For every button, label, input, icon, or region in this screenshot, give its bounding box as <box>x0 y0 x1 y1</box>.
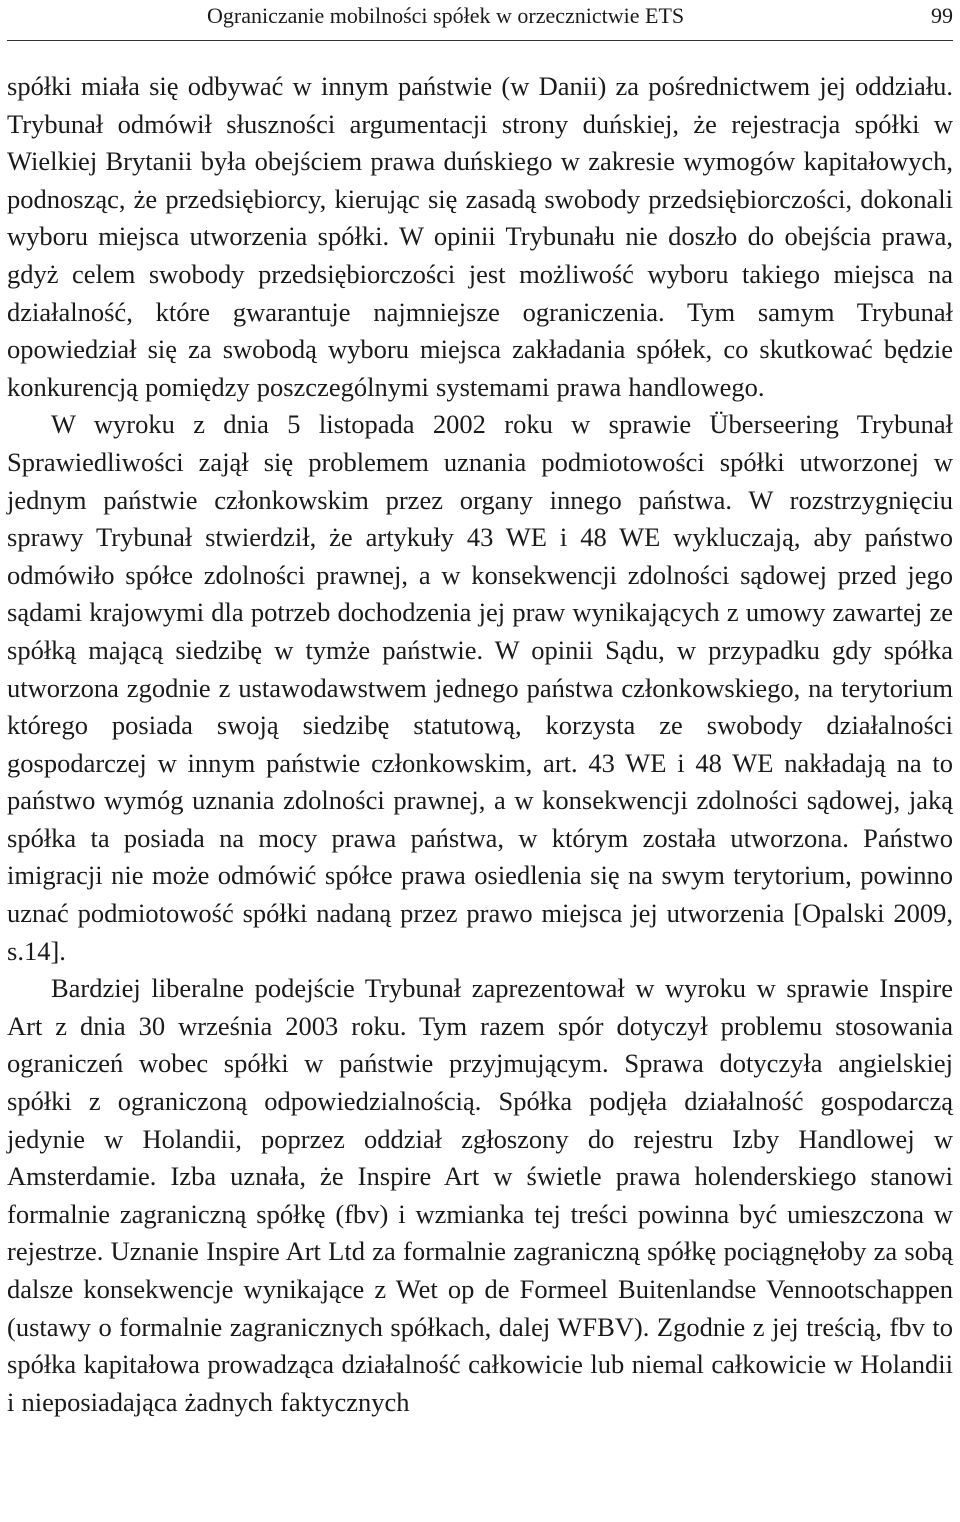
paragraph-3: Bardziej liberalne podejście Trybunał zaprezentował w wyroku w sprawie Inspire Art z dnia 30 września 2003 roku. Tym razem spór dotyczył problemu stosowania ograniczeń wobec spółki w państwie przyjmującym. Sprawa dotyczyła angielskiej spółki z ograniczoną odpowiedzialnością. Spółka podjęła działalność gospodarczą jedynie w Holandii, poprzez oddział zgłoszony do rejestru Izby Handlowej w Amsterdamie. Izba uznała, że Inspire Art w świetle prawa holenderskiego stanowi formalnie zagraniczną spółkę (fbv) i wzmianka tej treści powinna być umieszczona w rejestrze. Uznanie Inspire Art Ltd za formalnie zagraniczną spółkę pociągnęłoby za sobą dalsze konsekwencje wynikające z Wet op de Formeel Buitenlandse Vennootschappen (ustawy o formalnie zagranicznych spółkach, dalej WFBV). Zgodnie z jej treścią, fbv to spółka kapitałowa prowadząca działalność całkowicie lub niemal całkowicie w Holandii i nieposiadająca żadnych faktycznych <box>7 973 953 1417</box>
running-title: Ograniczanie mobilności spółek w orzecznictwie ETS <box>207 3 685 28</box>
running-header <box>7 0 953 41</box>
document-page <box>7 0 953 1421</box>
body-text <box>7 68 953 1421</box>
paragraph-2: W wyroku z dnia 5 listopada 2002 roku w sprawie Überseering Trybunał Sprawiedliwości zajął się problemem uznania podmiotowości spółki utworzonej w jednym państwie członkowskim przez organy innego państwa. W rozstrzygnięciu sprawy Trybunał stwierdził, że artykuły 43 WE i 48 WE wykluczają, aby państwo odmówiło spółce zdolności prawnej, a w konsekwencji zdolności sądowej przed jego sądami krajowymi dla potrzeb dochodzenia jej praw wynikających z umowy zawartej ze spółką mającą siedzibę w tymże państwie. W opinii Sądu, w przypadku gdy spółka utworzona zgodnie z ustawodawstwem jednego państwa członkowskiego, na terytorium którego posiada swoją siedzibę statutową, korzysta ze swobody działalności gospodarczej w innym państwie członkowskim, art. 43 WE i 48 WE nakładają na to państwo wymóg uznania zdolności prawnej, a w konsekwencji zdolności sądowej, jaką spółka ta posiada na mocy prawa państwa, w którym została utworzona. Państwo imigracji nie może odmówić spółce prawa osiedlenia się na swym terytorium, powinno uznać podmiotowość spółki nadaną przez prawo miejsca jej utworzenia [Opalski 2009, s.14]. <box>7 409 953 966</box>
page-number: 99 <box>931 3 953 28</box>
paragraph-1: spółki miała się odbywać w innym państwie (w Danii) za pośrednictwem jej oddziału. Trybunał odmówił słuszności argumentacji strony duńskiej, że rejestracja spółki w Wielkiej Brytanii była obejściem prawa duńskiego w zakresie wymogów kapitałowych, podnosząc, że przedsiębiorcy, kierując się zasadą swobody przedsiębiorczości, dokonali wyboru miejsca utworzenia spółki. W opinii Trybunału nie doszło do obejścia prawa, gdyż celem swobody przedsiębiorczości jest możliwość wyboru takiego miejsca na działalność, które gwarantuje najmniejsze ograniczenia. Tym samym Trybunał opowiedział się za swobodą wyboru miejsca zakładania spółek, co skutkować będzie konkurencją pomiędzy poszczególnymi systemami prawa handlowego. <box>7 71 953 402</box>
